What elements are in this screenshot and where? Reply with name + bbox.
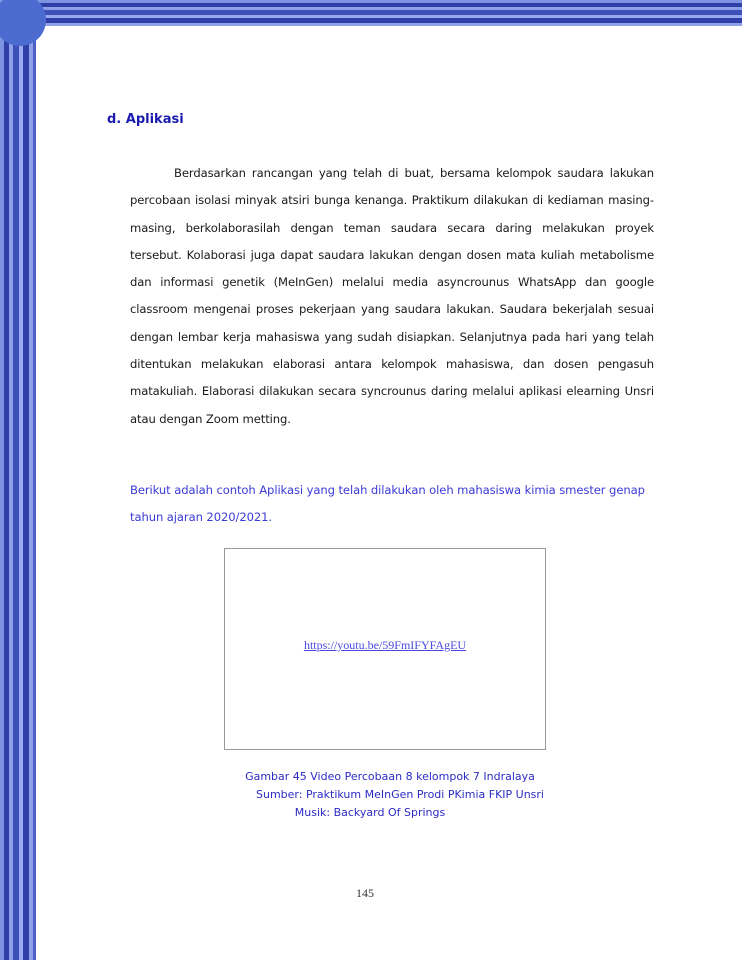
corner-circle-ornament (0, 0, 46, 46)
video-embed-frame[interactable] (224, 548, 546, 750)
example-intro-text: Berikut adalah contoh Aplikasi yang telah dilakukan oleh mahasiswa kimia smester genap tahun ajaran 2020/2021. (130, 483, 645, 524)
section-heading: d. Aplikasi (107, 112, 184, 127)
video-link[interactable]: https://youtu.be/59FmIFYFAgEU (303, 638, 467, 652)
figure-caption-music: Musik: Backyard Of Springs (294, 806, 446, 819)
body-paragraph: Berdasarkan rancangan yang telah di buat, bersama kelompok saudara lakukan percobaan isolasi minyak atsiri bunga kenanga. Praktikum dilakukan di kediaman masing-masing, berkolaborasilah dengan teman saudara secara daring melakukan proyek tersebut. Kolaborasi juga dapat saudara lakukan dengan dosen mata kuliah metabolisme dan informasi genetik (MeInGen) melalui media asyncrounus WhatsApp dan google classroom mengenai proses pekerjaan yang saudara lakukan. Saudara bekerjalah sesuai dengan lembar kerja mahasiswa yang sudah disiapkan. Selanjutnya pada hari yang telah ditentukan melakukan elaborasi antara kelompok mahasiswa, dan dosen pengasuh matakuliah. Elaborasi dilakukan secara syncrounus daring melalui aplikasi elearning Unsri atau dengan Zoom metting. (130, 166, 654, 426)
figure-caption-title: Gambar 45 Video Percobaan 8 kelompok 7 Indralaya (245, 770, 535, 783)
figure-caption-source: Sumber: Praktikum MeInGen Prodi PKimia FKIP Unsri (256, 788, 544, 801)
page-number: 145 (356, 886, 374, 900)
